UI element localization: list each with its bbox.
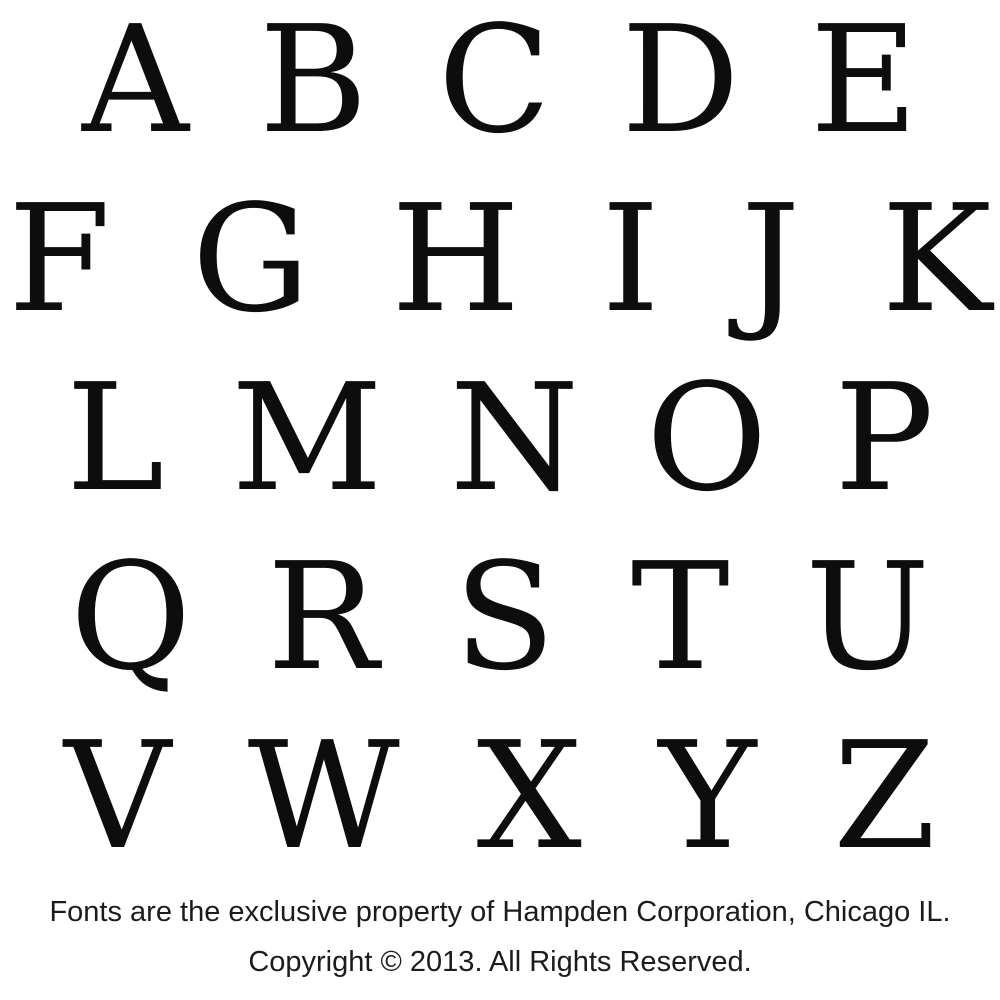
letter-m: M [231, 351, 383, 524]
letter-h: H [391, 172, 521, 345]
letter-s: S [453, 530, 556, 703]
letter-d: D [621, 0, 740, 166]
letter-r: R [266, 530, 379, 703]
alphabet-row-3 [0, 348, 1000, 527]
letter-p: P [834, 351, 934, 524]
alphabet-row-5 [0, 706, 1000, 885]
letter-q: Q [70, 530, 192, 703]
letter-x: X [476, 709, 582, 882]
alphabet-row-4 [0, 527, 1000, 706]
letter-a: A [82, 0, 189, 166]
alphabet-row-1 [0, 0, 1000, 169]
letter-n: N [449, 351, 580, 524]
letter-o: O [646, 351, 768, 524]
letter-c: C [437, 0, 552, 166]
letter-z: Z [833, 709, 936, 882]
alphabet-row-2 [0, 169, 1000, 348]
letter-v: V [64, 709, 171, 882]
letter-t: T [630, 530, 730, 703]
letter-i: I [601, 172, 660, 345]
letter-y: Y [658, 709, 757, 882]
letter-b: B [258, 0, 368, 166]
footer-property-notice: Fonts are the exclusive property of Hampden Corporation, Chicago IL. [49, 896, 951, 928]
letter-g: G [191, 172, 311, 345]
letter-f: F [8, 172, 111, 345]
letter-k: K [881, 172, 992, 345]
letter-j: J [740, 172, 801, 345]
letter-e: E [809, 0, 918, 166]
footer-copyright-notice: Copyright © 2013. All Rights Reserved. [248, 946, 752, 978]
letter-u: U [805, 530, 930, 703]
letter-w: W [247, 709, 400, 882]
letter-l: L [66, 351, 165, 524]
